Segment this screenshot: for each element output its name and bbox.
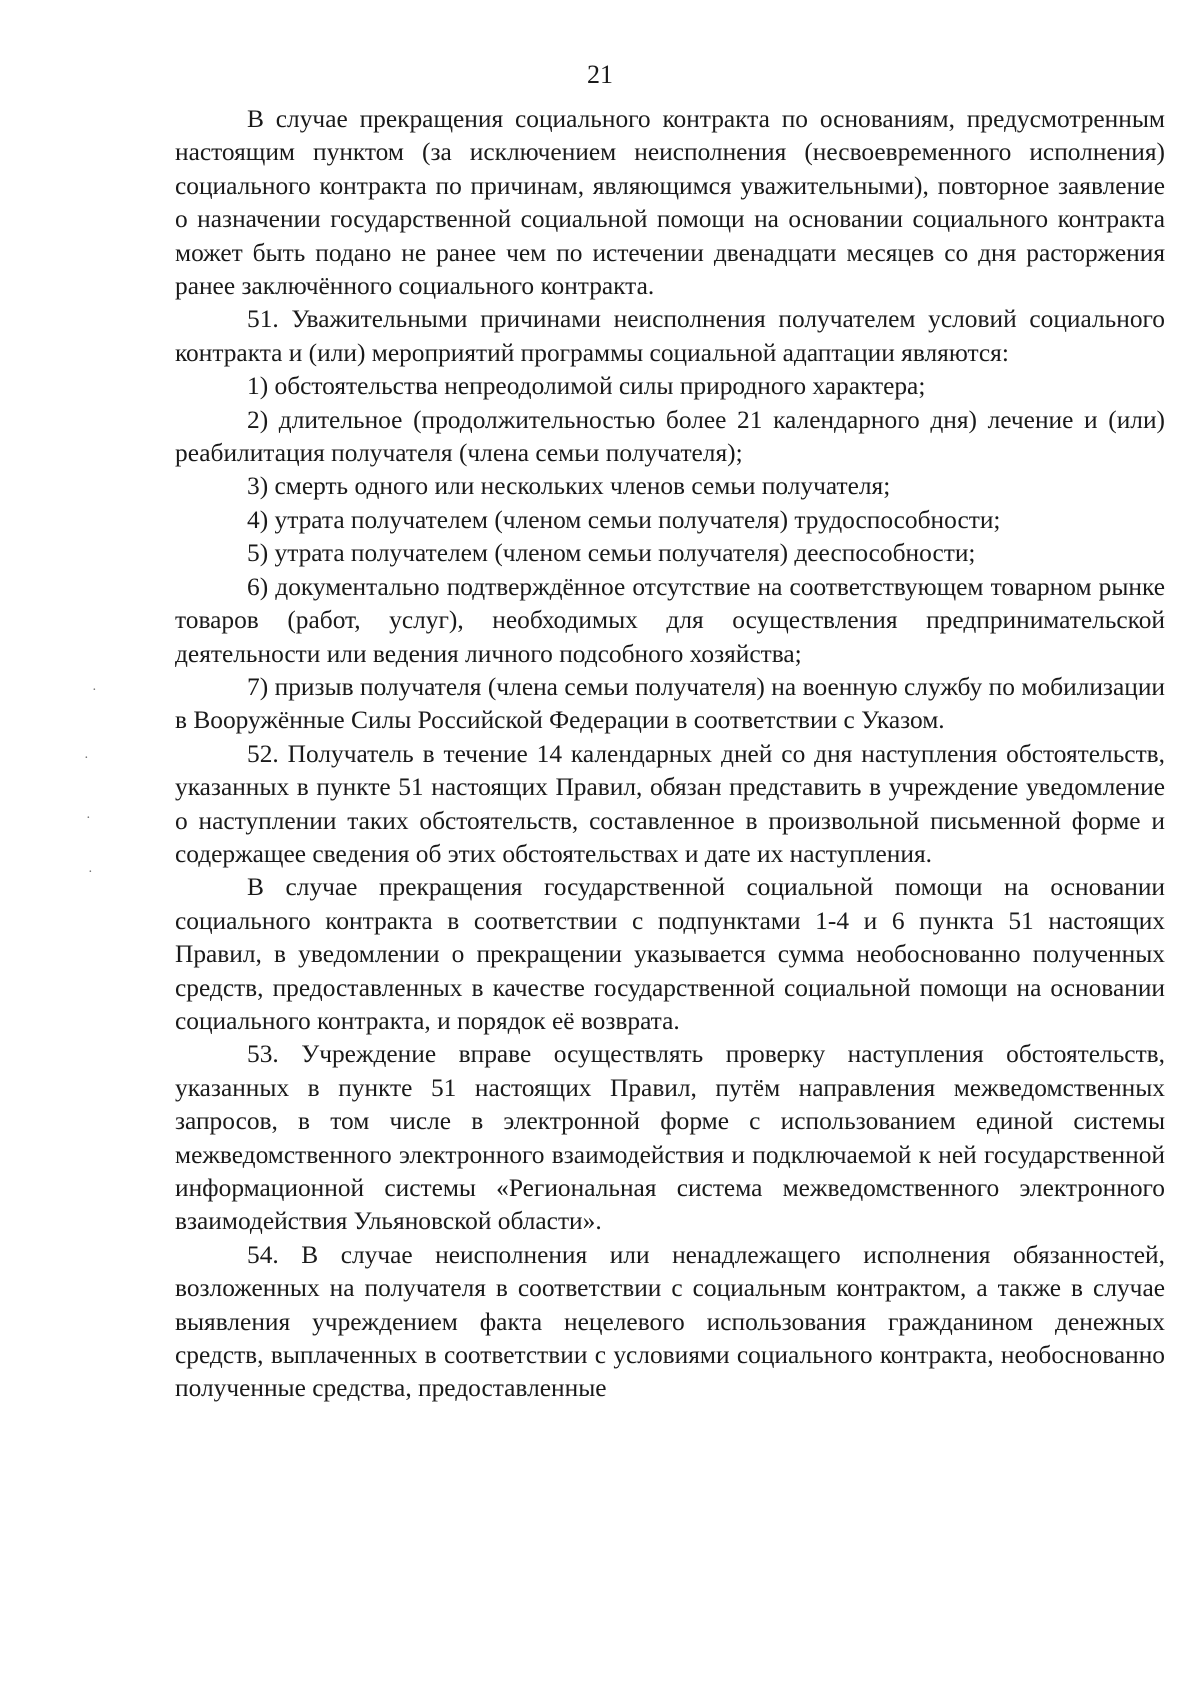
- list-item-51-3: 3) смерть одного или нескольких членов семьи получателя;: [247, 472, 891, 501]
- paragraph-termination-reapplication: В случае прекращения социального контракта по основаниям, предусмотренным настоящим пунктом (за исключением неисполнения (несвоевременного исполнения) социального контракта по причинам, являющимся уважительными), повторное заявление о назначении государственной социальной помощи на основании социального контракта может быть подано не ранее чем по истечении двенадцати месяцев со дня расторжения ранее заключённого социального контракта.: [175, 105, 1165, 301]
- list-item-51-4: 4) утрата получателем (членом семьи получателя) трудоспособности;: [247, 505, 1001, 534]
- scan-artifact-mark: ·: [92, 683, 97, 698]
- list-item-51-6: 6) документально подтверждённое отсутствие на соответствующем товарном рынке товаров (работ, услуг), необходимых для осуществления предпринимательской деятельности или ведения личного подсобного хозяйства;: [175, 572, 1165, 668]
- paragraph-52-termination: В случае прекращения государственной социальной помощи на основании социального контракта в соответствии с подпунктами 1-4 и 6 пункта 51 настоящих Правил, в уведомлении о прекращении указывается сумма необоснованно полученных средств, предоставленных в качестве государственной социальной помощи на основании социального контракта, и порядок её возврата.: [175, 873, 1165, 1035]
- paragraph-53: 53. Учреждение вправе осуществлять проверку наступления обстоятельств, указанных в пункте 51 настоящих Правил, путём направления межведомственных запросов, в том числе в электронной форме с использованием единой системы межведомственного электронного взаимодействия и подключаемой к ней государственной информационной системы «Региональная система межведомственного электронного взаимодействия Ульяновской области».: [175, 1040, 1165, 1236]
- scan-artifact-mark: ·: [84, 751, 89, 766]
- paragraph-51-intro: 51. Уважительными причинами неисполнения получателем условий социального контракта и (или) мероприятий программы социальной адаптации являются:: [175, 305, 1165, 367]
- list-item-51-7: 7) призыв получателя (члена семьи получателя) на военную службу по мобилизации в Вооружённые Силы Российской Федерации в соответствии с Указом.: [175, 672, 1165, 735]
- list-item-51-1: 1) обстоятельства непреодолимой силы природного характера;: [247, 372, 926, 401]
- paragraph-54: 54. В случае неисполнения или ненадлежащего исполнения обязанностей, возложенных на получателя в соответствии с социальным контрактом, а также в случае выявления учреждением факта нецелевого использования гражданином денежных средств, выплаченных в соответствии с условиями социального контракта, необоснованно полученные средства, предоставленные: [175, 1240, 1165, 1403]
- document-body: [175, 103, 1165, 1406]
- list-item-51-2: 2) длительное (продолжительностью более 21 календарного дня) лечение и (или) реабилитация получателя (члена семьи получателя);: [175, 405, 1165, 468]
- list-item-51-5: 5) утрата получателем (членом семьи получателя) дееспособности;: [247, 539, 976, 568]
- page-number: 21: [587, 60, 613, 89]
- paragraph-52: 52. Получатель в течение 14 календарных дней со дня наступления обстоятельств, указанных в пункте 51 настоящих Правил, обязан представить в учреждение уведомление о наступлении таких обстоятельств, составленное в произвольной письменной форме и содержащее сведения об этих обстоятельствах и дате их наступления.: [175, 739, 1165, 868]
- scan-artifact-mark: ·: [86, 811, 91, 826]
- scan-artifact-mark: ·: [88, 865, 93, 880]
